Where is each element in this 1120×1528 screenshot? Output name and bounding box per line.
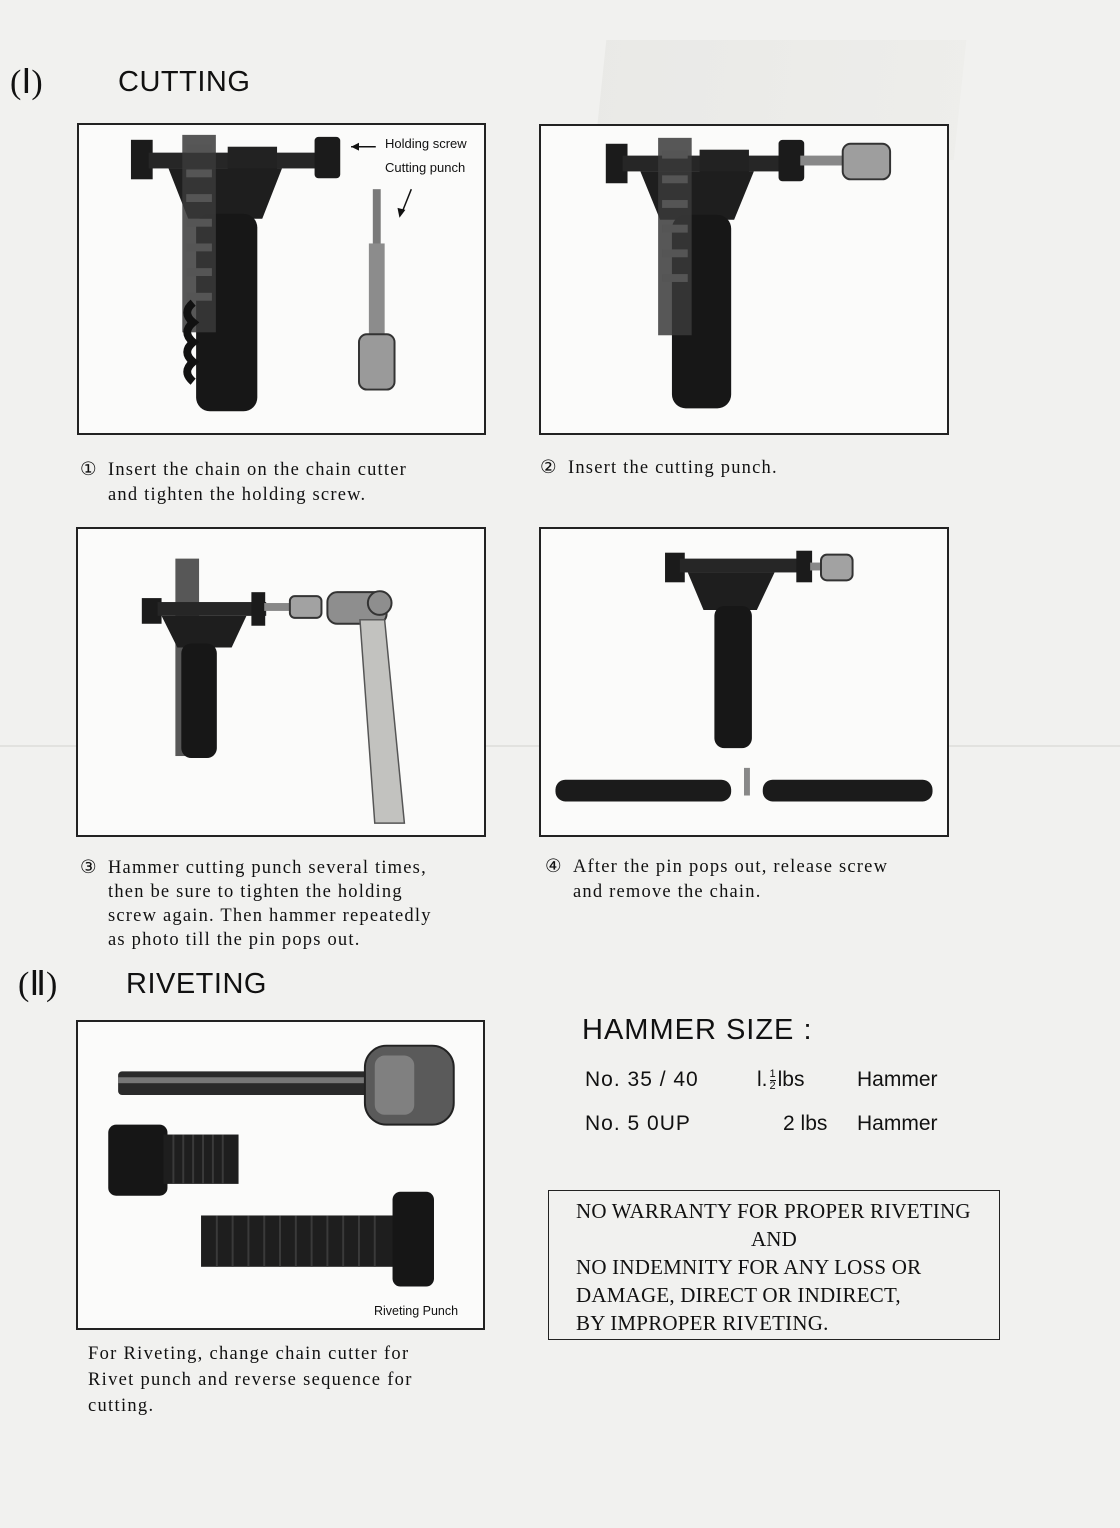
hammer-weight-1: l. $\frac{1}{2}$ lbs [757,1067,805,1092]
chain-removed-image [541,529,947,835]
caption-riveting: For Riveting, change chain cutter for Rivet punch and reverse sequence for cutting. [88,1344,413,1416]
section-number-cutting: (Ⅰ) [10,64,43,101]
label-cutting-punch: Cutting punch [385,160,466,175]
label-holding-screw: Holding screw [385,136,467,151]
step-3-number: ③ [80,858,98,878]
caption-step-4: ④ After the pin pops out, release screw and remove the chain. [545,857,889,902]
caption-step-1: ① Insert the chain on the chain cutter and tighten the holding screw. [80,460,408,505]
caption-step-3: ③ Hammer cutting punch several times, then be sure to tighten the holding screw again. Then hammer repeatedly as photo till the pin pops out. [80,858,432,950]
riveting-punch-parts-image [78,1022,483,1328]
warranty-notice-box: NO WARRANTY FOR PROPER RIVETING AND NO INDEMNITY FOR ANY LOSS OR DAMAGE, DIRECT OR INDIRECT, BY IMPROPER RIVETING. [548,1190,1000,1340]
section-number-riveting: (Ⅱ) [18,966,58,1003]
photo-step-3 [76,527,486,837]
hammer-row-2 [585,1112,965,1142]
step-1-number: ① [80,460,98,480]
step-2-number: ② [540,458,558,478]
photo-step-4 [539,527,949,837]
hammer-model-2: No. 5 0UP [585,1112,691,1135]
hammer-weight-2: 2 lbs [783,1112,828,1135]
chain-cutter-punch-inserted-image [541,126,947,433]
hammering-punch-image [78,529,484,835]
section-title-riveting: RIVETING [126,968,267,1000]
hammer-label-2: Hammer [857,1112,938,1135]
hammer-size-title: HAMMER SIZE : [582,1014,813,1046]
hammer-label-1: Hammer [857,1068,938,1091]
label-riveting-punch: Riveting Punch [374,1304,459,1318]
hammer-model-1: No. 35 / 40 [585,1068,699,1091]
hammer-row-1 [585,1068,965,1098]
step-4-number: ④ [545,857,563,877]
photo-step-2 [539,124,949,435]
section-title-cutting: CUTTING [118,66,251,98]
photo-riveting-punch [76,1020,485,1330]
caption-step-2: ② Insert the cutting punch. [540,456,778,481]
